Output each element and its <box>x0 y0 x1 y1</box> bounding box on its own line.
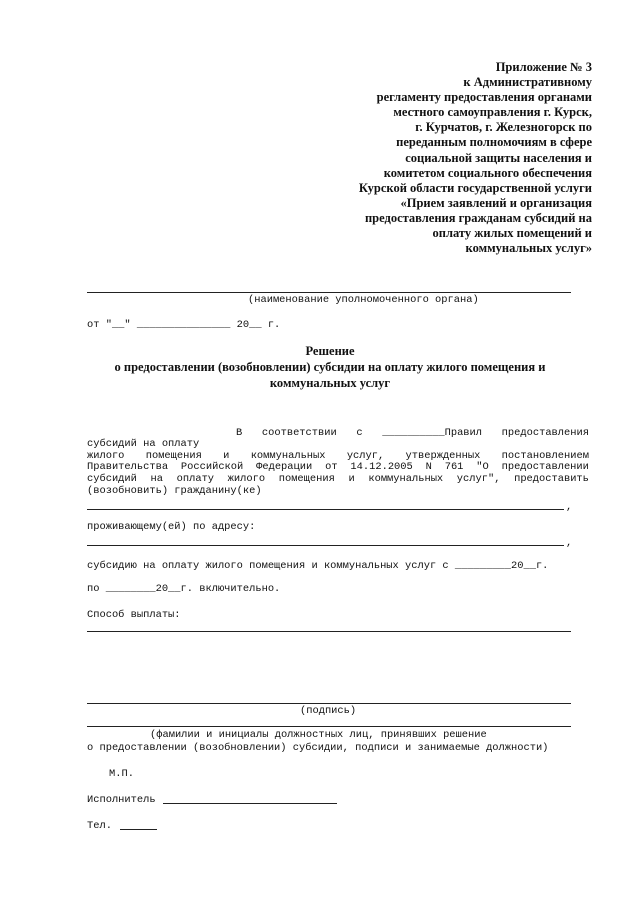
payment-method-label: Способ выплаты: <box>87 609 181 621</box>
word: утвержденных <box>405 450 481 462</box>
word: предоставления <box>501 427 589 439</box>
word: услуг, <box>346 450 385 462</box>
executor-label: Исполнитель <box>87 794 156 806</box>
organ-caption: (наименование уполномоченного органа) <box>248 294 479 306</box>
signature-caption: (подпись) <box>300 705 357 717</box>
appendix-line: «Прием заявлений и организация <box>400 195 592 210</box>
word: помещения <box>145 450 202 462</box>
word: на <box>150 473 163 485</box>
body-row-1 <box>236 427 589 439</box>
body-row-5 <box>87 473 589 485</box>
appendix-line: комитетом социального обеспечения <box>383 165 592 180</box>
word: коммунальных <box>250 450 326 462</box>
decision-heading: Решение <box>305 344 355 358</box>
phone-label: Тел. <box>87 820 112 832</box>
appendix-line: Курской области государственной услуги <box>358 180 592 195</box>
body-row-6: (возобновить) гражданину(ке) <box>87 485 262 497</box>
word: Российской <box>180 461 244 473</box>
word: и <box>223 450 230 462</box>
word: услуг", <box>456 473 501 485</box>
decision-subtitle-line2: коммунальных услуг <box>269 376 391 390</box>
address-label: проживающему(ей) по адресу: <box>87 521 256 533</box>
word: __________Правил <box>382 427 483 439</box>
word: с <box>356 427 363 439</box>
officials-caption-line2: о предоставлении (возобновлении) субсидии, подписи и занимаемые должности) <box>87 742 549 754</box>
word: Федерации <box>256 461 313 473</box>
body-row-2: субсидий на оплату <box>87 438 200 450</box>
executor-line <box>163 803 337 804</box>
word: 761 <box>444 461 464 473</box>
word: В <box>236 427 243 439</box>
subsidy-from-text: субсидию на оплату жилого помещения и коммунальных услуг с _________20__г. <box>87 560 549 572</box>
appendix-line: коммунальных услуг» <box>465 241 592 256</box>
comma: , <box>566 537 573 549</box>
body-row-4 <box>87 461 589 473</box>
word: 14.12.2005 <box>350 461 413 473</box>
word: постановлением <box>501 450 589 462</box>
word: соответствии <box>261 427 337 439</box>
word: и <box>348 473 355 485</box>
appendix-line: переданным полномочиям в сфере <box>396 135 592 150</box>
officials-line <box>87 726 571 727</box>
citizen-name-line <box>87 509 564 510</box>
word: "О <box>476 461 489 473</box>
phone-line <box>120 829 157 830</box>
address-line <box>87 545 564 546</box>
signature-line <box>87 703 571 704</box>
officials-caption-line1: (фамилии и инициалы должностных лиц, принявших решение <box>150 729 487 741</box>
appendix-line: г. Курчатов, г. Железногорск по <box>415 120 592 135</box>
word: Правительства <box>87 461 169 473</box>
subsidy-to-text: по ________20__г. включительно. <box>87 583 281 595</box>
word: предоставить <box>514 473 589 485</box>
comma: , <box>566 501 573 513</box>
appendix-line: регламенту предоставления органами <box>376 90 592 105</box>
word: помещения <box>278 473 335 485</box>
stamp-label: М.П. <box>109 768 134 780</box>
word: субсидий <box>87 473 137 485</box>
date-line: от "__" _______________ 20__ г. <box>87 319 281 331</box>
appendix-line: Приложение № 3 <box>495 60 592 74</box>
word: предоставлении <box>501 461 589 473</box>
word: N <box>425 461 432 473</box>
appendix-block <box>292 60 592 256</box>
payment-method-line <box>87 631 571 632</box>
organ-name-line <box>87 292 571 293</box>
word: жилого <box>227 473 266 485</box>
appendix-line: оплату жилых помещений и <box>432 226 592 241</box>
word: коммунальных <box>368 473 444 485</box>
appendix-line: к Административному <box>463 75 592 90</box>
appendix-line: социальной защиты населения и <box>405 150 592 165</box>
appendix-line: местного самоуправления г. Курск, <box>393 105 592 120</box>
word: оплату <box>176 473 215 485</box>
word: от <box>325 461 338 473</box>
word: жилого <box>87 450 125 462</box>
appendix-line: предоставления гражданам субсидий на <box>364 210 592 225</box>
decision-subtitle-line1: о предоставлении (возобновлении) субсидии на оплату жилого помещения и <box>114 360 546 374</box>
